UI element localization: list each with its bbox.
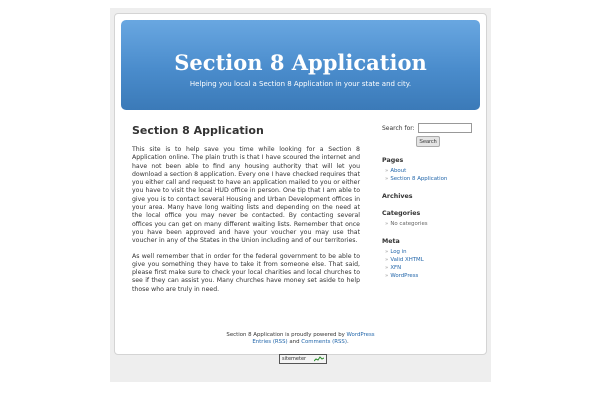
footer-period: . <box>346 339 349 345</box>
footer-comments-rss-link[interactable]: Comments (RSS) <box>301 339 347 345</box>
post-paragraph-1: This site is to help save you time while looking for a Section 8 Application online. The plain truth is that I have scoured the internet and have not been able to find any housing authority that will let you download a section 8 application. Every one I have checked requires that you either call and request to have an application mailed to you or either you have to visit the local HUD office in person. One tip that I am able to give you is to contact several Housing and Urban Development offices in your area. Many have long waiting lists and depending on the need at the local office you may never be contacted. By contacting several offices you can get on many different waiting lists. Remember that once you have been approved and have your voucher you may use that voucher in any of the States in the Union including and of our territories. <box>132 146 360 245</box>
footer-powered-text: Section 8 Application is proudly powered by <box>226 332 345 338</box>
site-description: Helping you local a Section 8 Application in your state and city. <box>189 80 412 88</box>
meta-widget-title: Meta <box>382 238 400 245</box>
pages-list <box>382 167 477 183</box>
archives-widget-title: Archives <box>382 193 413 200</box>
list-item <box>385 167 477 175</box>
site-footer <box>115 332 486 346</box>
bullet-icon: » <box>385 221 389 227</box>
categories-widget-title: Categories <box>382 210 421 217</box>
meta-link-xfn[interactable]: XFN <box>390 265 402 271</box>
meta-link-xhtml[interactable]: Valid XHTML <box>390 257 424 263</box>
list-item <box>385 175 477 183</box>
bullet-icon: » <box>385 249 389 255</box>
pages-widget-title: Pages <box>382 157 404 164</box>
meta-link-login[interactable]: Log in <box>390 249 407 255</box>
page-link-about[interactable]: About <box>390 168 407 174</box>
footer-entries-rss-link[interactable]: Entries (RSS) <box>252 339 288 345</box>
page-container <box>114 13 487 355</box>
footer-and-text: and <box>289 339 300 345</box>
sitemeter-graph-icon <box>314 356 324 362</box>
footer-wordpress-link[interactable]: WordPress <box>346 332 375 338</box>
meta-link-wordpress[interactable]: WordPress <box>390 273 419 279</box>
sitemeter-badge[interactable] <box>279 354 327 364</box>
sitemeter-label: sitemeter <box>282 356 307 362</box>
bullet-icon: » <box>385 265 389 271</box>
meta-list <box>382 248 477 280</box>
no-categories-text: No categories <box>390 221 428 227</box>
list-item <box>385 272 477 280</box>
list-item <box>385 264 477 272</box>
footer-line-2 <box>115 339 486 346</box>
categories-list <box>382 220 477 228</box>
site-header <box>121 20 480 110</box>
list-item <box>385 220 477 228</box>
sidebar <box>382 123 477 280</box>
footer-line-1 <box>115 332 486 339</box>
main-content <box>132 124 360 301</box>
site-title[interactable]: Section 8 Application <box>174 50 427 75</box>
bullet-icon: » <box>385 257 389 263</box>
list-item <box>385 248 477 256</box>
bullet-icon: » <box>385 176 389 182</box>
post-paragraph-2: As well remember that in order for the federal government to be able to give you something they have to take it from someone else. That said, please first make sure to check your local charities and local churches to see if they can assist you. Many churches have money set aside to help those who are truly in need. <box>132 252 360 293</box>
list-item <box>385 256 477 264</box>
page-link-section8[interactable]: Section 8 Application <box>390 176 448 182</box>
bullet-icon: » <box>385 273 389 279</box>
search-label: Search for: <box>382 124 415 132</box>
post-title[interactable]: Section 8 Application <box>132 124 264 137</box>
search-button[interactable]: Search <box>416 136 440 147</box>
bullet-icon: » <box>385 168 389 174</box>
search-form <box>382 123 477 133</box>
search-input[interactable] <box>418 123 472 133</box>
